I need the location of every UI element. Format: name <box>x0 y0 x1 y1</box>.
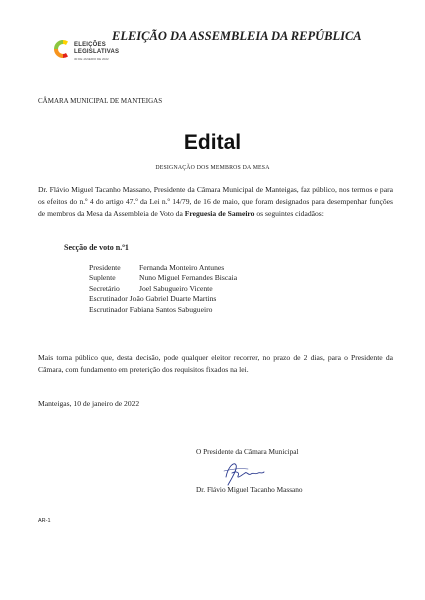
member-role: Suplente <box>89 273 116 283</box>
closing-paragraph: Mais torna público que, desta decisão, pode qualquer eleitor recorrer, no prazo de 2 dias, para o Presidente da Câmara, com fundamento em preterição dos requisitos fixados na lei. <box>38 353 393 374</box>
logo-line-3: 30 DE JANEIRO DE 2022 <box>74 57 109 61</box>
member-role: Escrutinador <box>89 304 128 314</box>
footer-code: AR-1 <box>38 518 51 524</box>
document-title: Edital <box>183 131 242 154</box>
document-subtitle: DESIGNAÇÃO DOS MEMBROS DA MESA <box>155 165 270 171</box>
intro-paragraph <box>38 184 393 220</box>
logo-emblem-icon <box>52 38 74 60</box>
member-role: Presidente <box>89 263 121 272</box>
member-name: Joel Sabugueiro Vicente <box>139 283 213 293</box>
member-row <box>89 284 237 294</box>
logo-line-1: ELEIÇÕES <box>74 42 106 48</box>
member-name: Fernanda Monteiro Antunes <box>139 263 225 272</box>
municipality-name: CÂMARA MUNICIPAL DE MANTEIGAS <box>38 97 163 105</box>
members-list <box>89 263 237 315</box>
section-title: Secção de voto n.º1 <box>64 243 129 252</box>
member-row <box>89 263 237 273</box>
parish-name: Freguesia de Sameiro <box>184 209 255 218</box>
signatory-name: Dr. Flávio Miguel Tacanho Massano <box>196 485 303 494</box>
handwritten-signature <box>218 459 268 487</box>
election-title: ELEIÇÃO DA ASSEMBLEIA DA REPÚBLICA <box>112 29 362 43</box>
member-row <box>89 305 237 315</box>
member-name: João Gabriel Duarte Martins <box>129 294 217 304</box>
member-row <box>89 294 237 304</box>
document-date: Manteigas, 10 de janeiro de 2022 <box>38 399 140 408</box>
member-row <box>89 273 237 283</box>
intro-text-after: os seguintes cidadãos: <box>254 209 324 218</box>
member-role: Secretário <box>89 283 120 293</box>
logo-line-2: LEGISLATIVAS <box>74 49 120 55</box>
member-name: Nuno Miguel Fernandes Biscaia <box>139 273 238 283</box>
member-name: Fabiana Santos Sabugueiro <box>129 304 213 314</box>
signatory-title: O Presidente da Câmara Municipal <box>196 447 299 456</box>
intro-text-before: Dr. Flávio Miguel Tacanho Massano, Presidente da Câmara Municipal de Manteigas, faz público, nos termos e para os efeitos do n.º 4 do artigo 47.º da Lei n.º 14/79, de 16 de maio, que foram designados para desempenhar funções de membros da Mesa da Assembleia de Voto da <box>38 185 393 218</box>
member-role: Escrutinador <box>89 294 128 304</box>
